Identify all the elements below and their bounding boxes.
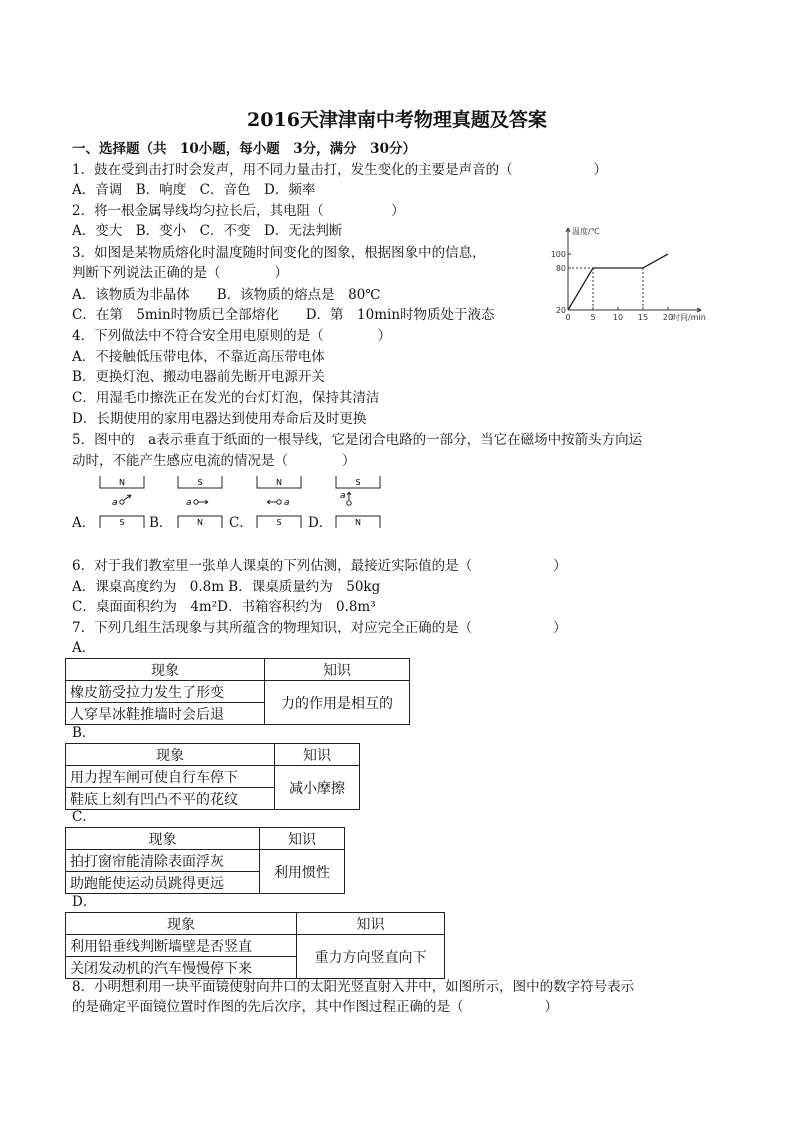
q7-table-c bbox=[65, 827, 345, 894]
q5-stem-line2: 动时，不能产生感应电流的情况是（ ） bbox=[72, 453, 356, 469]
q4-option-d: D．长期使用的家用电器达到使用寿命后及时更换 bbox=[72, 411, 367, 427]
y-tick-label: 80 bbox=[555, 264, 566, 273]
q3-options-ab: A．该物质为非晶体 B．该物质的熔点是 80℃ bbox=[72, 287, 381, 303]
q6-options-ab: A．课桌高度约为 0.8m B．课桌质量约为 50kg bbox=[72, 579, 381, 595]
magnet-pole-bottom: N bbox=[355, 518, 361, 527]
q5-figure-d bbox=[334, 474, 384, 530]
x-tick-label: 0 bbox=[565, 313, 571, 322]
table-cell: 拍打窗帘能清除表面浮灰 bbox=[66, 850, 260, 872]
wire-label: a bbox=[112, 498, 118, 508]
magnet-pole-bottom: S bbox=[276, 518, 282, 527]
q7-table-d bbox=[65, 912, 445, 979]
y-axis-label: 温度/℃ bbox=[572, 227, 600, 236]
table-header: 现象 bbox=[66, 828, 260, 850]
q7-table-b bbox=[65, 743, 360, 810]
q5-label-d: D． bbox=[308, 515, 333, 531]
x-axis-label: 时间/min bbox=[672, 313, 706, 322]
q3-options-cd: C．在第 5min时物质已全部熔化 D．第 10min时物质处于液态 bbox=[72, 307, 495, 323]
q8-stem-line2: 的是确定平面镜位置时作图的先后次序，其中作图过程正确的是（ ） bbox=[72, 999, 558, 1015]
table-header: 现象 bbox=[66, 744, 275, 766]
q4-option-b: B．更换灯泡、搬动电器前先断开电源开关 bbox=[72, 369, 325, 385]
q2-stem: 2．将一根金属导线均匀拉长后，其电阻（ ） bbox=[72, 203, 405, 219]
melting-temperature-chart bbox=[548, 222, 716, 326]
q8-stem-line1: 8．小明想利用一块平面镜使射向井口的太阳光竖直射入井中，如图所示，图中的数字符号表示 bbox=[72, 979, 635, 995]
q7-label-a: A． bbox=[72, 640, 96, 656]
x-tick-label: 15 bbox=[637, 313, 649, 322]
q7-stem: 7．下列几组生活现象与其所蕴含的物理知识，对应完全正确的是（ ） bbox=[72, 620, 567, 636]
q4-stem: 4．下列做法中不符合安全用电原则的是（ ） bbox=[72, 328, 392, 344]
table-header: 知识 bbox=[275, 744, 360, 766]
y-tick-label: 20 bbox=[555, 306, 566, 315]
q7-label-d: D． bbox=[72, 894, 97, 910]
q7-label-c: C． bbox=[72, 809, 96, 825]
magnet-pole-top: N bbox=[276, 478, 282, 487]
table-cell: 人穿旱冰鞋推墙时会后退 bbox=[66, 703, 265, 725]
magnet-pole-top: S bbox=[197, 478, 203, 487]
q7-table-a bbox=[65, 658, 410, 725]
table-cell: 关闭发动机的汽车慢慢停下来 bbox=[66, 957, 297, 979]
table-cell: 用力捏车闸可使自行车停下 bbox=[66, 766, 275, 788]
series-line bbox=[568, 254, 668, 310]
page-title: 2016天津津南中考物理真题及答案 bbox=[247, 109, 547, 131]
table-header: 知识 bbox=[265, 659, 410, 681]
wire-label: a bbox=[284, 498, 290, 508]
q5-label-c: C． bbox=[229, 515, 253, 531]
q3-stem-line2: 判断下列说法正确的是（ ） bbox=[72, 265, 288, 281]
table-cell: 利用铅垂线判断墙壁是否竖直 bbox=[66, 935, 297, 957]
table-header: 现象 bbox=[66, 913, 297, 935]
q2-options: A．变大 B．变小 C．不变 D．无法判断 bbox=[72, 223, 343, 239]
magnet-pole-bottom: N bbox=[197, 518, 203, 527]
table-cell: 鞋底上刻有凹凸不平的花纹 bbox=[66, 788, 275, 810]
table-cell: 助跑能使运动员跳得更远 bbox=[66, 872, 260, 894]
knowledge-cell: 利用惯性 bbox=[260, 850, 345, 894]
magnet-pole-bottom: S bbox=[119, 518, 125, 527]
q6-options-cd: C．桌面面积约为 4m²D．书箱容积约为 0.8m³ bbox=[72, 599, 376, 615]
wire-label: a bbox=[186, 498, 192, 508]
table-header: 知识 bbox=[260, 828, 345, 850]
wire-label: a bbox=[340, 491, 346, 501]
magnet-pole-top: S bbox=[355, 478, 361, 487]
q1-stem: 1．鼓在受到击打时会发声，用不同力量击打，发生变化的主要是声音的（ ） bbox=[72, 162, 608, 178]
section-heading: 一、选择题（共 10小题，每小题 3分，满分 30分） bbox=[72, 141, 416, 157]
x-tick-label: 10 bbox=[612, 313, 624, 322]
q5-figure-c bbox=[255, 474, 305, 530]
q5-figure-b bbox=[176, 474, 226, 530]
q5-label-b: B． bbox=[149, 515, 173, 531]
q4-option-c: C．用湿毛巾擦洗正在发光的台灯灯泡，保持其清洁 bbox=[72, 390, 380, 406]
table-header: 现象 bbox=[66, 659, 265, 681]
x-tick-label: 20 bbox=[662, 313, 674, 322]
q1-options: A．音调 B．响度 C．音色 D．频率 bbox=[72, 182, 316, 198]
q5-label-a: A． bbox=[72, 515, 96, 531]
x-tick-label: 5 bbox=[590, 313, 596, 322]
q5-figure-a bbox=[98, 474, 148, 530]
table-cell: 橡皮筋受拉力发生了形变 bbox=[66, 681, 265, 703]
knowledge-cell: 减小摩擦 bbox=[275, 766, 360, 810]
q7-label-b: B． bbox=[72, 725, 96, 741]
q4-option-a: A．不接触低压带电体，不靠近高压带电体 bbox=[72, 349, 325, 365]
magnet-pole-top: N bbox=[119, 478, 125, 487]
table-header: 知识 bbox=[297, 913, 445, 935]
knowledge-cell: 重力方向竖直向下 bbox=[297, 935, 445, 979]
q3-stem-line1: 3．如图是某物质熔化时温度随时间变化的图象，根据图象中的信息， bbox=[72, 245, 486, 261]
knowledge-cell: 力的作用是相互的 bbox=[265, 681, 410, 725]
q5-stem-line1: 5．图中的 a表示垂直于纸面的一根导线，它是闭合电路的一部分，当它在磁场中按箭头方向运 bbox=[72, 432, 643, 448]
y-tick-label: 100 bbox=[550, 250, 566, 259]
q6-stem: 6．对于我们教室里一张单人课桌的下列估测，最接近实际值的是（ ） bbox=[72, 558, 567, 574]
